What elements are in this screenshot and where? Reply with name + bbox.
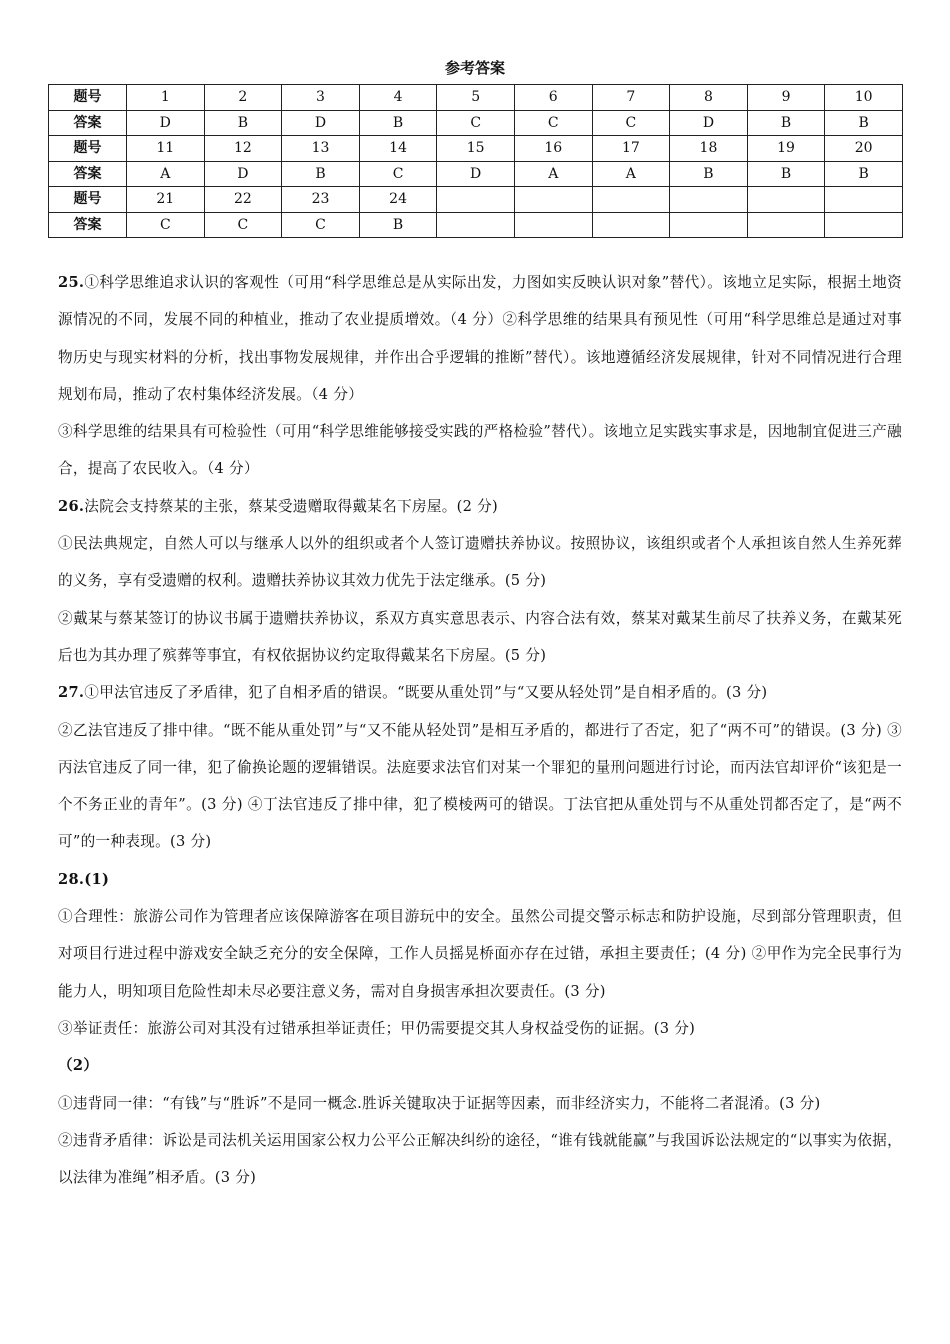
table-cell: B (359, 110, 437, 136)
table-cell: B (204, 110, 282, 136)
table-cell: 4 (359, 85, 437, 111)
table-cell: D (437, 161, 515, 187)
table-cell (825, 212, 903, 238)
page-title: 参考答案 (444, 59, 505, 77)
table-cell (670, 212, 748, 238)
table-cell: 21 (127, 187, 205, 213)
table-cell (825, 187, 903, 213)
q27-para-2: ②乙法官违反了排中律。“既不能从重处罚”与“又不能从轻处罚”是相互矛盾的，都进行了否定，犯了“两不可”的错误。(3 分) ③丙法官违反了同一律，犯了偷换论题的逻辑错误。法庭要求法官们对某一个罪犯的量刑问题进行讨论，而丙法官却评价“该犯是一个不务正业的青年”。(3 分) ④丁法官违反了排中律，犯了模棱两可的错误。丁法官把从重处罚与不从重处罚都否定了，是“两不可”的一种表现。(3 分) (58, 721, 902, 851)
table-cell: 15 (437, 136, 515, 162)
table-cell: C (592, 110, 670, 136)
table-cell: 17 (592, 136, 670, 162)
row-header: 答案 (49, 212, 127, 238)
q25-para-1 (58, 264, 902, 413)
table-cell: C (437, 110, 515, 136)
table-cell (747, 212, 825, 238)
q28-para-4: ②违背矛盾律：诉讼是司法机关运用国家公权力公平公正解决纠纷的途径，“谁有钱就能赢”与我国诉讼法规定的“以事实为依据，以法律为准绳”相矛盾。(3 分) (58, 1131, 902, 1187)
table-row (49, 85, 903, 111)
table-cell: B (359, 212, 437, 238)
q26-number: 26. (58, 497, 85, 515)
table-cell: C (514, 110, 592, 136)
q28-para-3: ①违背同一律：“有钱”与“胜诉”不是同一概念.胜诉关键取决于证据等因素，而非经济实力，不能将二者混淆。(3 分) (58, 1094, 821, 1112)
q25-number: 25. (58, 274, 85, 291)
table-cell: 6 (514, 85, 592, 111)
q27-number: 27. (58, 684, 85, 702)
q27-text-1: ①甲法官违反了矛盾律，犯了自相矛盾的错误。“既要从重处罚”与“又要从轻处罚”是自相矛盾的。(3 分) (84, 684, 768, 702)
table-row (49, 136, 903, 162)
q28-para-2: ③举证责任：旅游公司对其没有过错承担举证责任；甲仍需要提交其人身权益受伤的证据。(3 分) (58, 1019, 696, 1037)
table-cell (437, 187, 515, 213)
row-header: 答案 (49, 110, 127, 136)
q26-para-2: ②戴某与蔡某签订的协议书属于遗赠扶养协议，系双方真实意思表示、内容合法有效，蔡某对戴某生前尽了扶养义务，在戴某死后也为其办理了殡葬等事宜，有权依据协议约定取得戴某名下房屋。(5 分) (58, 609, 902, 664)
q25-para-2: ③科学思维的结果具有可检验性（可用“科学思维能够接受实践的严格检验”替代）。该地立足实践实事求是，因地制宜促进三产融合，提高了农民收入。（4 分） (58, 423, 902, 478)
table-cell: A (127, 161, 205, 187)
table-row (49, 212, 903, 238)
table-cell: 14 (359, 136, 437, 162)
table-cell: 2 (204, 85, 282, 111)
table-cell: 13 (282, 136, 360, 162)
table-cell: 16 (514, 136, 592, 162)
table-cell: 20 (825, 136, 903, 162)
table-cell: D (127, 110, 205, 136)
q28-sub-2: （2） (58, 1057, 99, 1075)
table-cell: A (514, 161, 592, 187)
q26-text-0: 法院会支持蔡某的主张，蔡某受遗赠取得戴某名下房屋。(2 分) (84, 497, 499, 515)
q26-para-0 (58, 488, 902, 525)
table-row (49, 161, 903, 187)
table-cell (592, 187, 670, 213)
table-cell (437, 212, 515, 238)
row-header: 题号 (49, 136, 127, 162)
table-cell: 11 (127, 136, 205, 162)
table-cell: 8 (670, 85, 748, 111)
table-cell: B (282, 161, 360, 187)
answer-table (48, 84, 903, 238)
table-cell (670, 187, 748, 213)
table-cell (592, 212, 670, 238)
table-cell: 5 (437, 85, 515, 111)
table-cell: 1 (127, 85, 205, 111)
table-cell: 18 (670, 136, 748, 162)
table-cell (514, 187, 592, 213)
answer-text (58, 264, 902, 1196)
q27-para-1 (58, 674, 902, 711)
table-cell: A (592, 161, 670, 187)
table-cell: B (747, 161, 825, 187)
table-cell (747, 187, 825, 213)
table-cell: 19 (747, 136, 825, 162)
q28-number: 28.(1) (58, 870, 110, 888)
table-cell: C (127, 212, 205, 238)
table-cell: 9 (747, 85, 825, 111)
row-header: 答案 (49, 161, 127, 187)
q25-text-1: ①科学思维追求认识的客观性（可用“科学思维总是从实际出发，力图如实反映认识对象”替代）。该地立足实际，根据土地资源情况的不同，发展不同的种植业，推动了农业提质增效。（4 分）②科学思维的结果具有预见性（可用“科学思维总是通过对事物历史与现实材料的分析，找出事物发展规律，并作出合乎逻辑的推断”替代）。该地遵循经济发展规律，针对不同情况进行合理规划布局，推动了农村集体经济发展。（4 分） (58, 274, 902, 403)
table-cell: 12 (204, 136, 282, 162)
row-header: 题号 (49, 187, 127, 213)
table-cell: D (670, 110, 748, 136)
table-cell: C (204, 212, 282, 238)
table-row (49, 110, 903, 136)
table-cell: D (204, 161, 282, 187)
table-cell: D (282, 110, 360, 136)
table-cell: 3 (282, 85, 360, 111)
table-cell: 24 (359, 187, 437, 213)
table-cell (514, 212, 592, 238)
table-cell: 23 (282, 187, 360, 213)
q28-para-1: ①合理性：旅游公司作为管理者应该保障游客在项目游玩中的安全。虽然公司提交警示标志和防护设施，尽到部分管理职责，但对项目行进过程中游戏安全缺乏充分的安全保障，工作人员摇晃桥面亦存在过错，承担主要责任；(4 分) ②甲作为完全民事行为能力人，明知项目危险性却未尽必要注意义务，需对自身损害承担次要责任。(3 分) (58, 908, 902, 1000)
table-cell: 7 (592, 85, 670, 111)
q26-para-1: ①民法典规定，自然人可以与继承人以外的组织或者个人签订遗赠扶养协议。按照协议，该组织或者个人承担该自然人生养死葬的义务，享有受遗赠的权利。遗赠扶养协议其效力优先于法定继承。(5 分) (58, 535, 902, 590)
table-cell: 10 (825, 85, 903, 111)
table-cell: C (359, 161, 437, 187)
table-cell: B (747, 110, 825, 136)
table-row (49, 187, 903, 213)
table-cell: B (825, 161, 903, 187)
table-cell: B (825, 110, 903, 136)
table-cell: B (670, 161, 748, 187)
table-cell: 22 (204, 187, 282, 213)
row-header: 题号 (49, 85, 127, 111)
table-cell: C (282, 212, 360, 238)
